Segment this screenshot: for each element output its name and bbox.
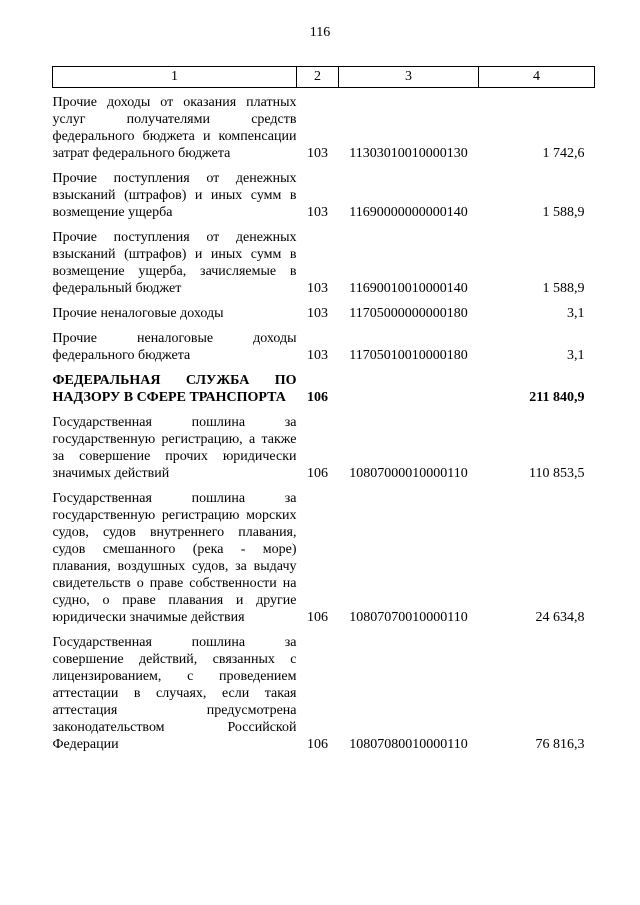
row-kbk-code: 11690000000000140 bbox=[349, 205, 468, 220]
row-amount: 3,1 bbox=[567, 348, 585, 363]
row-kbk-code: 10807080010000110 bbox=[349, 737, 468, 752]
row-admin-code: 103 bbox=[307, 205, 328, 220]
row-amount: 24 634,8 bbox=[535, 610, 585, 625]
row-kbk-code: 10807070010000110 bbox=[349, 610, 468, 625]
column-header-4: 4 bbox=[479, 67, 595, 88]
row-description: Прочие доходы от оказания платных услуг получателями средств федерального бюджета и компенсации затрат федерального бюджета bbox=[52, 95, 297, 161]
table-row bbox=[53, 626, 595, 753]
row-description: Государственная пошлина за государственную регистрацию, а также за совершение прочих юридически значимых действий bbox=[52, 415, 297, 481]
table-row bbox=[53, 162, 595, 221]
row-amount: 211 840,9 bbox=[529, 390, 585, 405]
row-amount: 1 588,9 bbox=[542, 281, 585, 296]
row-description: Прочие поступления от денежных взысканий (штрафов) и иных сумм в возмещение ущерба bbox=[52, 171, 297, 220]
table-row bbox=[53, 322, 595, 364]
row-description: Государственная пошлина за государственную регистрацию морских судов, судов внутреннего плавания, судов смешанного (река - море) плавания, воздушных судов, за выдачу свидетельств о праве собственности на судно, о праве плавания и другие юридически значимые действия bbox=[52, 491, 297, 625]
row-admin-code: 103 bbox=[307, 146, 328, 161]
row-amount: 1 742,6 bbox=[542, 146, 585, 161]
table-row bbox=[53, 297, 595, 322]
row-amount: 1 588,9 bbox=[542, 205, 585, 220]
page-number: 116 bbox=[309, 25, 331, 40]
row-kbk-code: 11303010010000130 bbox=[349, 146, 468, 161]
row-admin-code: 106 bbox=[307, 390, 328, 405]
table-row bbox=[53, 406, 595, 482]
row-amount: 3,1 bbox=[567, 306, 585, 321]
row-kbk-code: 11705010010000180 bbox=[349, 348, 468, 363]
column-header-1: 1 bbox=[53, 67, 297, 88]
row-admin-code: 103 bbox=[307, 281, 328, 296]
row-description: Прочие неналоговые доходы bbox=[52, 306, 224, 321]
row-kbk-code bbox=[339, 364, 479, 406]
row-admin-code: 103 bbox=[307, 348, 328, 363]
budget-revenue-table bbox=[52, 66, 595, 753]
row-admin-code: 106 bbox=[307, 610, 328, 625]
row-amount: 76 816,3 bbox=[535, 737, 585, 752]
row-admin-code: 106 bbox=[307, 737, 328, 752]
column-header-2: 2 bbox=[297, 67, 339, 88]
row-kbk-code: 11705000000000180 bbox=[349, 306, 468, 321]
row-description: Прочие неналоговые доходы федерального бюджета bbox=[52, 331, 297, 363]
row-admin-code: 106 bbox=[307, 466, 328, 481]
row-amount: 110 853,5 bbox=[529, 466, 585, 481]
table-row bbox=[53, 88, 595, 163]
row-description: Государственная пошлина за совершение действий, связанных с лицензированием, с проведением аттестации в случаях, если такая аттестация предусмотрена законодательством Российской Федерации bbox=[52, 635, 297, 752]
row-admin-code: 103 bbox=[307, 306, 328, 321]
table-row-section-header bbox=[53, 364, 595, 406]
table-row bbox=[53, 221, 595, 297]
row-description: Прочие поступления от денежных взысканий (штрафов) и иных сумм в возмещение ущерба, зачисляемые в федеральный бюджет bbox=[52, 230, 297, 296]
table-row bbox=[53, 482, 595, 626]
table-header-row bbox=[53, 67, 595, 88]
column-header-3: 3 bbox=[339, 67, 479, 88]
row-description: ФЕДЕРАЛЬНАЯ СЛУЖБА ПО НАДЗОРУ В СФЕРЕ ТРАНСПОРТА bbox=[52, 373, 297, 405]
row-kbk-code: 11690010010000140 bbox=[349, 281, 468, 296]
row-kbk-code: 10807000010000110 bbox=[349, 466, 468, 481]
